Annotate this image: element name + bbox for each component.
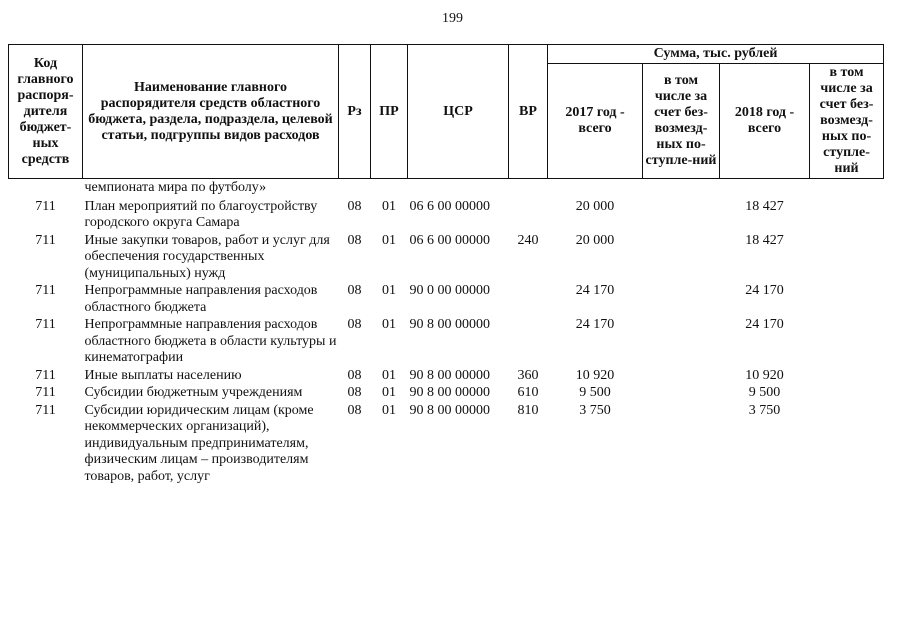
cell-name: Иные выплаты населению [84,367,242,383]
header-2017-total: 2017 год - всего [548,64,643,179]
cell-rz: 08 [347,385,362,400]
table-row [9,384,884,402]
cell-rz: 08 [347,232,362,248]
table-row [9,232,884,283]
cell-2018-total: 10 920 [745,367,784,383]
cell-vr [509,198,548,232]
cell-2017-total: 24 170 [575,283,615,298]
cell-2017-total: 9 500 [579,385,611,400]
cell-rz: 08 [347,283,362,298]
cell-2018-total: 24 170 [745,317,784,332]
table-body [9,179,884,486]
header-2017-free: в том числе за счет без-возмезд-ных по-ступле-ний [643,64,720,179]
cell-code: 711 [35,198,56,214]
table-row [9,198,884,232]
cell-code: 711 [35,283,56,298]
cell-2017-free [643,316,720,367]
cell-csr: 06 6 00 00000 [409,198,490,214]
cell-2018-total: 3 750 [748,402,781,418]
cell-pr: 01 [382,198,396,214]
cell-pr: 01 [382,367,396,383]
cell-pr: 01 [382,385,396,400]
cell-2017-free [643,282,720,316]
header-pr: ПР [371,45,408,179]
cell-rz: 08 [347,317,362,332]
cell-vr: 240 [517,232,539,248]
cell-2018-total: 18 427 [745,232,784,248]
continuation-text: чемпионата мира по футболу» [84,180,267,195]
cell-pr: 01 [382,283,396,298]
cell-code: 711 [35,317,56,332]
cell-2018-total: 18 427 [745,198,784,214]
table-row [9,282,884,316]
header-2018-total: 2018 год - всего [720,64,810,179]
cell-rz: 08 [347,198,362,214]
cell-2018-total: 9 500 [748,385,781,400]
header-sum: Сумма, тыс. рублей [548,45,884,64]
cell-name: Непрограммные направления расходов областного бюджета в области культуры и кинематографии [84,317,337,365]
table-row [9,316,884,367]
cell-pr: 01 [382,317,396,332]
cell-pr: 01 [382,402,396,418]
table-header [9,45,884,179]
cell-name: Субсидии юридическим лицам (кроме некоммерческих организаций), индивидуальным предпринимателям, физическим лицам – производителям товаров, работ, услуг [84,402,314,484]
cell-rz: 08 [347,402,362,418]
cell-name: Иные закупки товаров, работ и услуг для обеспечения государственных (муниципальных) нужд [84,232,330,281]
cell-csr: 90 8 00 00000 [409,402,490,418]
continuation-row [9,179,884,198]
header-name: Наименование главного распорядителя средств областного бюджета, раздела, подраздела, целевой статьи, подгруппы видов расходов [83,45,339,179]
cell-code: 711 [35,232,56,248]
cell-2018-free [810,316,884,367]
cell-vr: 810 [517,402,539,418]
cell-2017-free [643,367,720,385]
cell-2017-total: 24 170 [575,317,615,332]
cell-name: План мероприятий по благоустройству городского округа Самара [84,198,318,230]
header-code: Код главного распоря-дителя бюджет-ных средств [9,45,83,179]
cell-csr: 90 0 00 00000 [409,283,490,298]
header-rz: Рз [339,45,371,179]
cell-code: 711 [35,402,56,418]
cell-2018-free [810,402,884,486]
cell-csr: 06 6 00 00000 [409,232,490,248]
cell-2018-free [810,384,884,402]
cell-code: 711 [35,367,56,383]
cell-2018-free [810,367,884,385]
cell-vr: 610 [517,385,539,400]
cell-2017-total: 20 000 [575,198,615,214]
cell-vr [509,316,548,367]
page-number: 199 [442,11,463,26]
cell-2017-free [643,232,720,283]
cell-name: Субсидии бюджетным учреждениям [84,385,303,400]
budget-table [8,44,884,485]
cell-2018-total: 24 170 [745,283,784,298]
cell-2017-total: 10 920 [575,367,615,383]
cell-2018-free [810,282,884,316]
cell-2018-free [810,232,884,283]
table-row [9,402,884,486]
cell-vr [509,282,548,316]
cell-2018-free [810,198,884,232]
cell-name: Непрограммные направления расходов областного бюджета [84,283,318,315]
table-row [9,367,884,385]
cell-code: 711 [35,385,56,400]
header-csr: ЦСР [408,45,509,179]
cell-2017-free [643,384,720,402]
cell-csr: 90 8 00 00000 [409,317,490,332]
header-vr: ВР [509,45,548,179]
cell-2017-free [643,198,720,232]
cell-vr: 360 [517,367,539,383]
cell-2017-free [643,402,720,486]
header-2018-free: в том числе за счет без-возмезд-ных по-ступле-ний [810,64,884,179]
cell-csr: 90 8 00 00000 [409,385,490,400]
cell-2017-total: 3 750 [579,402,611,418]
cell-rz: 08 [347,367,362,383]
cell-2017-total: 20 000 [575,232,615,248]
cell-csr: 90 8 00 00000 [409,367,490,383]
cell-pr: 01 [382,232,396,248]
